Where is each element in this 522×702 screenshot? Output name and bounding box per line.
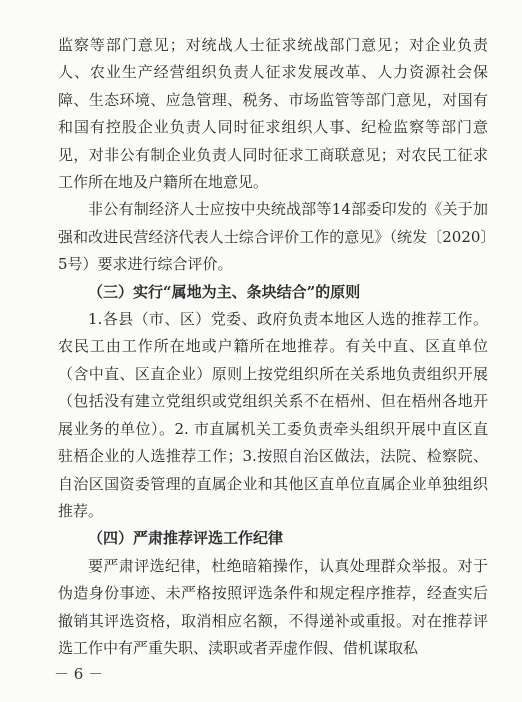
page-number: － 6 － (54, 664, 104, 683)
paragraph-non-public-evaluation: 非公有制经济人士应按中央统战部等14部委印发的《关于加强和改进民营经济代表人士综合评价工作的意见》（统发〔2020〕5号）要求进行综合评价。 (58, 200, 488, 274)
paragraph-continued-opinions: 监察等部门意见；对统战人士征求统战部门意见；对企业负责人、农业生产经营组织负责人征求发展改革、人力资源社会保障、生态环境、应急管理、税务、市场监管等部门意见，对国有和国有控股企业负责人同时征求组织人事、纪检监察等部门意见，对非公有制企业负责人同时征求工商联意见；对农民工征求工作所在地及户籍所在地意见。 (58, 36, 488, 192)
section-heading-three: （三）实行“属地为主、条块结合”的原则 (88, 282, 361, 301)
paragraph-territorial-principle: 1.各县（市、区）党委、政府负责本地区人选的推荐工作。农民工由工作所在地或户籍所在地推荐。有关中直、区直单位（含中直、区直企业）原则上按党组织所在关系地负责组织开展（包括没有建立党组织或党组织关系不在梧州、但在梧州各地开展业务的单位）。2. 市直属机关工委负责牵头组织开展中直区直驻梧企业的人选推荐工作；3.按照自治区做法，法院、检察院、自治区国资委管理的直属企业和其他区直单位直属企业单独组织推荐。 (58, 310, 488, 520)
paragraph-discipline: 要严肃评选纪律，杜绝暗箱操作，认真处理群众举报。对于伪造身份事迹、未严格按照评选条件和规定程序推荐，经查实后撤销其评选资格，取消相应名额，不得递补或重报。对在推荐评选工作中有严重失职、渎职或者弄虚作假、借机谋取私 (58, 556, 488, 657)
section-heading-four: （四）严肃推荐评选工作纪律 (88, 529, 284, 548)
